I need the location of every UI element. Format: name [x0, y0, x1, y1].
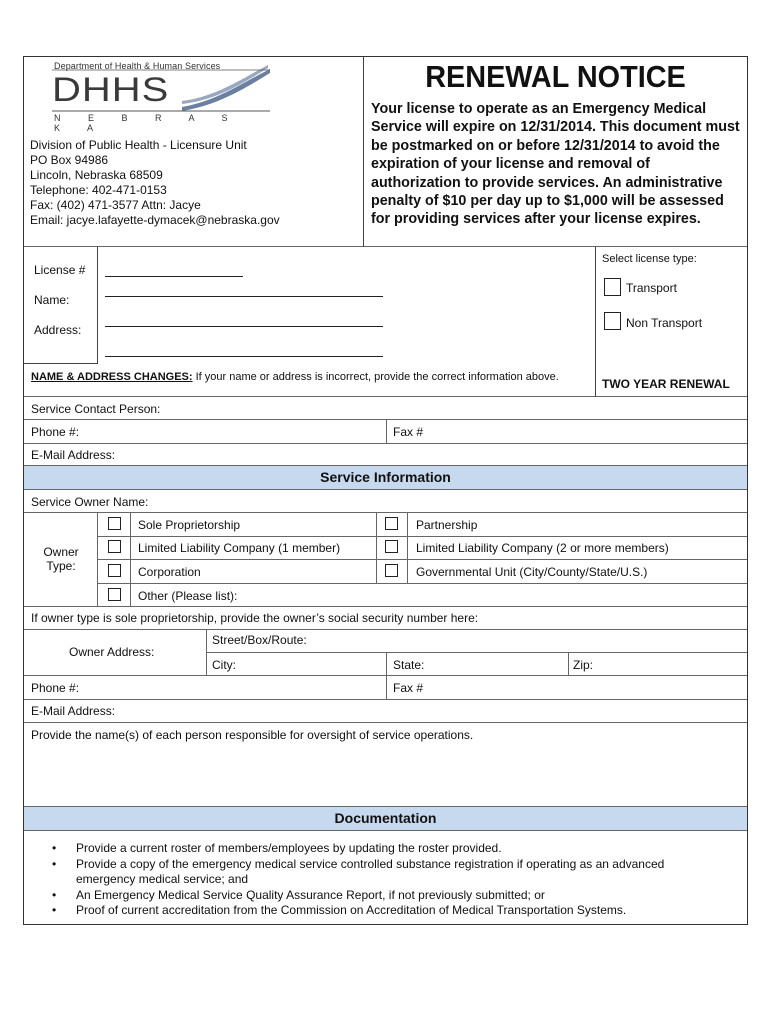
state-label[interactable]: State:	[393, 658, 425, 672]
address-line: Fax: (402) 471-3577 Attn: Jacye	[30, 198, 201, 212]
ssn-row[interactable]	[24, 607, 747, 630]
changes-heading: NAME & ADDRESS CHANGES:	[31, 371, 193, 383]
owner-type-label-line: Owner	[43, 545, 79, 559]
phone-label: Phone #:	[31, 425, 80, 439]
corporation-checkbox[interactable]	[108, 564, 121, 577]
license-number-field[interactable]	[105, 265, 243, 277]
owner-phone-fax-row	[24, 676, 747, 700]
name-label: Name:	[34, 293, 70, 307]
street-label[interactable]: Street/Box/Route:	[212, 633, 307, 647]
divider	[376, 513, 377, 583]
owner-type-label	[24, 545, 98, 573]
owner-name-row[interactable]	[24, 490, 747, 513]
service-information-heading: Service Information	[24, 466, 747, 490]
list-item-continuation-text: emergency medical service; and	[76, 872, 249, 886]
ssn-instruction: If owner type is sole proprietorship, provide the owner’s social security number here:	[31, 611, 479, 625]
divider	[206, 652, 747, 653]
owner-type-label-cell	[24, 513, 98, 607]
divider	[568, 652, 569, 676]
contact-person-row[interactable]	[24, 397, 747, 420]
address-line: PO Box 94986	[30, 153, 109, 167]
contact-phone-fax-row	[24, 420, 747, 444]
sole-proprietorship-label: Sole Proprietorship	[138, 518, 241, 532]
address-field-line-2[interactable]	[105, 345, 383, 357]
list-item-continuation	[52, 872, 664, 888]
non-transport-label: Non Transport	[626, 316, 703, 330]
owner-type-label-line: Type:	[46, 559, 76, 573]
city-label[interactable]: City:	[212, 658, 236, 672]
address-line: Division of Public Health - Licensure Unit	[30, 138, 247, 152]
divider	[98, 583, 747, 584]
name-field[interactable]	[105, 285, 383, 297]
governmental-unit-checkbox[interactable]	[385, 564, 398, 577]
divider	[386, 420, 387, 444]
page-title: RENEWAL NOTICE	[425, 59, 686, 94]
oversight-instruction: Provide the name(s) of each person responsible for oversight of service operations.	[31, 728, 474, 742]
list-item: • Provide a copy of the emergency medical service controlled substance registration if operating as an advanced	[52, 857, 664, 873]
contact-email-row[interactable]	[24, 444, 747, 466]
divider	[386, 676, 387, 700]
address-line: Telephone: 402-471-0153	[30, 183, 167, 197]
governmental-unit-label: Governmental Unit (City/County/State/U.S.)	[416, 565, 648, 579]
address-field-line-1[interactable]	[105, 315, 383, 327]
renewal-form	[23, 56, 748, 925]
owner-email-label: E-Mail Address:	[31, 704, 116, 718]
changes-text: If your name or address is incorrect, provide the correct information above.	[192, 371, 559, 383]
logo-state: N E B R A S K A	[54, 113, 241, 133]
expiration-notice: Your license to operate as an Emergency Medical Service will expire on 12/31/2014. This document must be postmarked on or before 12/31/2014 to avoid the expiration of your license and removal of authorization to provide services. An administrative penalty of $10 per day up to $1,000 will be assessed for providing services after your license expires.	[371, 101, 740, 228]
address-line: Lincoln, Nebraska 68509	[30, 168, 163, 182]
name-address-changes-note	[31, 371, 559, 383]
license-type-panel	[596, 247, 747, 397]
transport-checkbox[interactable]	[604, 278, 621, 296]
license-block	[24, 247, 747, 397]
address-line: Email: jacye.lafayette-dymacek@nebraska.gov	[30, 213, 280, 227]
divider	[386, 652, 387, 676]
agency-info	[24, 57, 364, 247]
divider	[98, 559, 747, 560]
non-transport-checkbox[interactable]	[604, 312, 621, 330]
other-owner-type-checkbox[interactable]	[108, 588, 121, 601]
llc-one-member-checkbox[interactable]	[108, 540, 121, 553]
list-item: • Provide a current roster of members/employees by updating the roster provided.	[52, 841, 664, 857]
llc-multi-member-checkbox[interactable]	[385, 540, 398, 553]
partnership-checkbox[interactable]	[385, 517, 398, 530]
license-labels	[24, 247, 98, 364]
documentation-heading: Documentation	[24, 807, 747, 831]
agency-address	[30, 138, 280, 228]
documentation-list	[52, 841, 664, 919]
address-label: Address:	[34, 323, 82, 337]
owner-phone-label: Phone #:	[31, 681, 80, 695]
sole-proprietorship-checkbox[interactable]	[108, 517, 121, 530]
dept-name: Department of Health & Human Services	[54, 61, 221, 71]
owner-address-label: Owner Address:	[69, 645, 155, 659]
email-label: E-Mail Address:	[31, 448, 116, 462]
contact-person-label: Service Contact Person:	[31, 402, 161, 416]
license-details	[24, 247, 596, 397]
oversight-row[interactable]	[24, 723, 747, 807]
select-license-type-label: Select license type:	[602, 253, 697, 265]
zip-label[interactable]: Zip:	[573, 658, 594, 672]
transport-label: Transport	[626, 281, 677, 295]
owner-name-label: Service Owner Name:	[31, 495, 149, 509]
fax-label: Fax #	[393, 425, 424, 439]
divider	[407, 513, 408, 583]
divider	[130, 513, 131, 607]
notice-panel	[364, 57, 747, 247]
license-number-label: License #	[34, 263, 86, 277]
owner-fax-label: Fax #	[393, 681, 424, 695]
documentation-list-block	[24, 831, 747, 924]
corporation-label: Corporation	[138, 565, 201, 579]
llc-one-member-label: Limited Liability Company (1 member)	[138, 541, 341, 555]
partnership-label: Partnership	[416, 518, 478, 532]
divider	[206, 630, 207, 676]
owner-email-row[interactable]	[24, 700, 747, 723]
list-item: • An Emergency Medical Service Quality Assurance Report, if not previously submitted; or	[52, 888, 664, 904]
llc-multi-member-label: Limited Liability Company (2 or more members)	[416, 541, 669, 555]
owner-type-grid	[24, 513, 747, 607]
other-owner-type-label: Other (Please list):	[138, 589, 238, 603]
dhhs-logo	[32, 61, 262, 133]
owner-address-block	[24, 630, 747, 676]
divider	[98, 536, 747, 537]
list-item: • Proof of current accreditation from the Commission on Accreditation of Medical Transportation Systems.	[52, 903, 664, 919]
logo-wordmark: DHHS	[52, 71, 170, 109]
renewal-term: TWO YEAR RENEWAL	[602, 377, 730, 391]
form-header	[24, 57, 747, 247]
